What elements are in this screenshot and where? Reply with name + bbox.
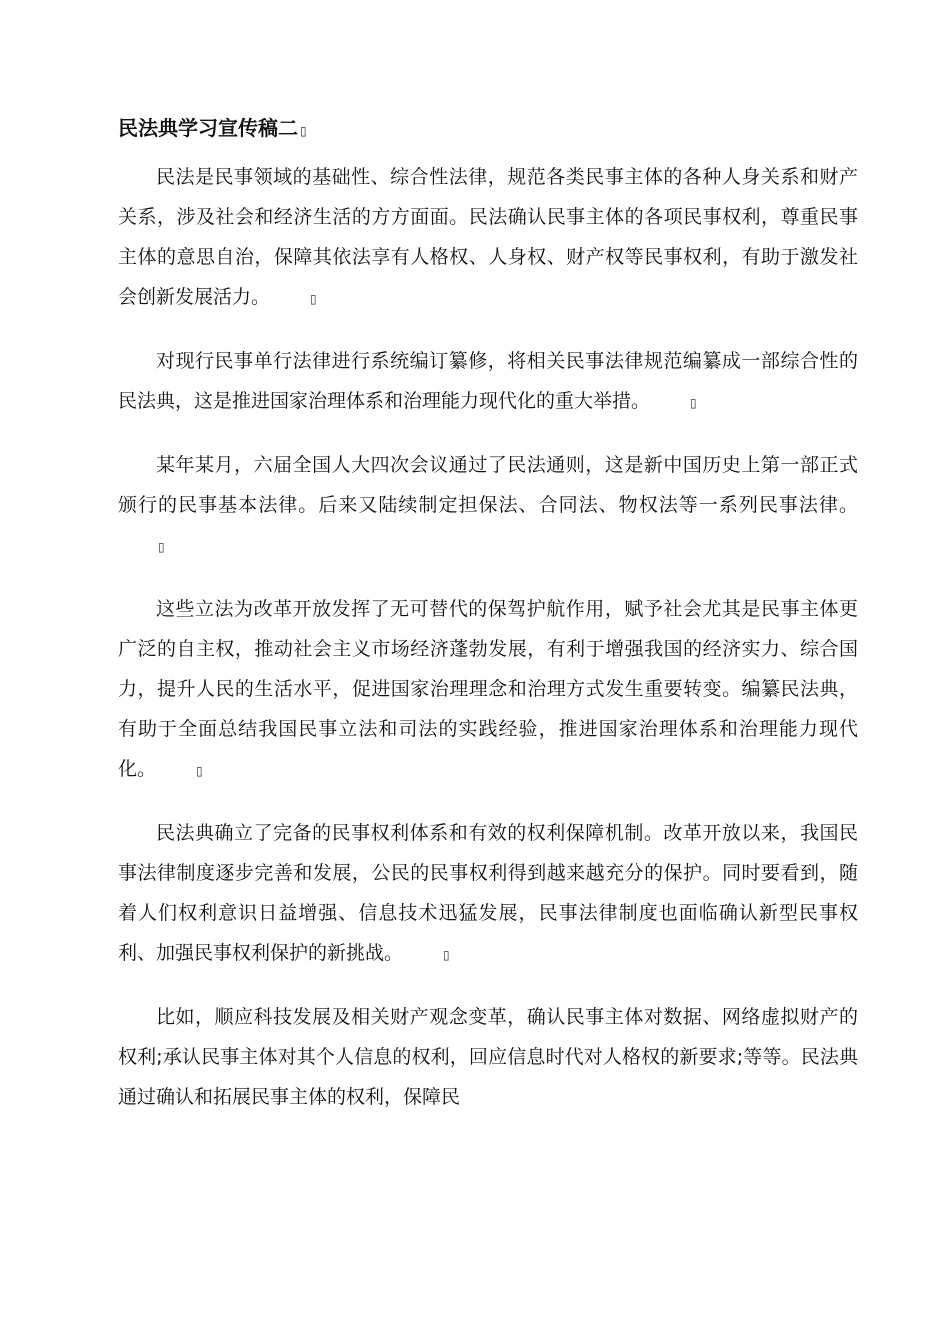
title-text: 民法典学习宣传稿二 [118, 116, 298, 140]
paragraph-text: 这些立法为改革开放发挥了无可替代的保驾护航作用，赋予社会尤其是民事主体更广泛的自主权，推动社会主义市场经济蓬勃发展，有利于增强我国的经济实力、综合国力，提升人民的生活水平，促进国家治理理念和治理方式发生重要转变。编纂民法典，有助于全面总结我国民事立法和司法的实践经验，推进国家治理体系和治理能力现代化。 [118, 598, 858, 780]
paragraph-mark-icon: ▯ [158, 540, 165, 554]
paragraph-3 [118, 445, 858, 567]
paragraph-6 [118, 997, 858, 1117]
document-page [118, 108, 858, 1139]
paragraph-1 [118, 157, 858, 319]
paragraph-mark-icon: ▯ [300, 124, 307, 138]
paragraph-mark-icon: ▯ [310, 292, 317, 306]
paragraph-5 [118, 813, 858, 975]
paragraph-2 [118, 341, 858, 423]
paragraph-text: 比如，顺应科技发展及相关财产观念变革，确认民事主体对数据、网络虚拟财产的权利;承认民事主体对其个人信息的权利，回应信息时代对人格权的新要求;等等。民法典通过确认和拓展民事主体的权利，保障民 [118, 1006, 858, 1108]
paragraph-mark-icon: ▯ [690, 396, 697, 410]
paragraph-text: 某年某月，六届全国人大四次会议通过了民法通则，这是新中国历史上第一部正式颁行的民事基本法律。后来又陆续制定担保法、合同法、物权法等一系列民事法律。 [118, 454, 858, 516]
document-title [118, 108, 858, 151]
paragraph-text: 对现行民事单行法律进行系统编订纂修，将相关民事法律规范编纂成一部综合性的民法典，这是推进国家治理体系和治理能力现代化的重大举措。 [118, 350, 858, 412]
paragraph-mark-icon: ▯ [196, 764, 203, 778]
paragraph-4 [118, 589, 858, 791]
paragraph-text: 民法是民事领域的基础性、综合性法律，规范各类民事主体的各种人身关系和财产关系，涉及社会和经济生活的方方面面。民法确认民事主体的各项民事权利，尊重民事主体的意思自治，保障其依法享有人格权、人身权、财产权等民事权利，有助于激发社会创新发展活力。 [118, 166, 858, 308]
paragraph-mark-icon: ▯ [443, 948, 450, 962]
paragraph-text: 民法典确立了完备的民事权利体系和有效的权利保障机制。改革开放以来，我国民事法律制度逐步完善和发展，公民的民事权利得到越来越充分的保护。同时要看到，随着人们权利意识日益增强、信息技术迅猛发展，民事法律制度也面临确认新型民事权利、加强民事权利保护的新挑战。 [118, 822, 858, 964]
